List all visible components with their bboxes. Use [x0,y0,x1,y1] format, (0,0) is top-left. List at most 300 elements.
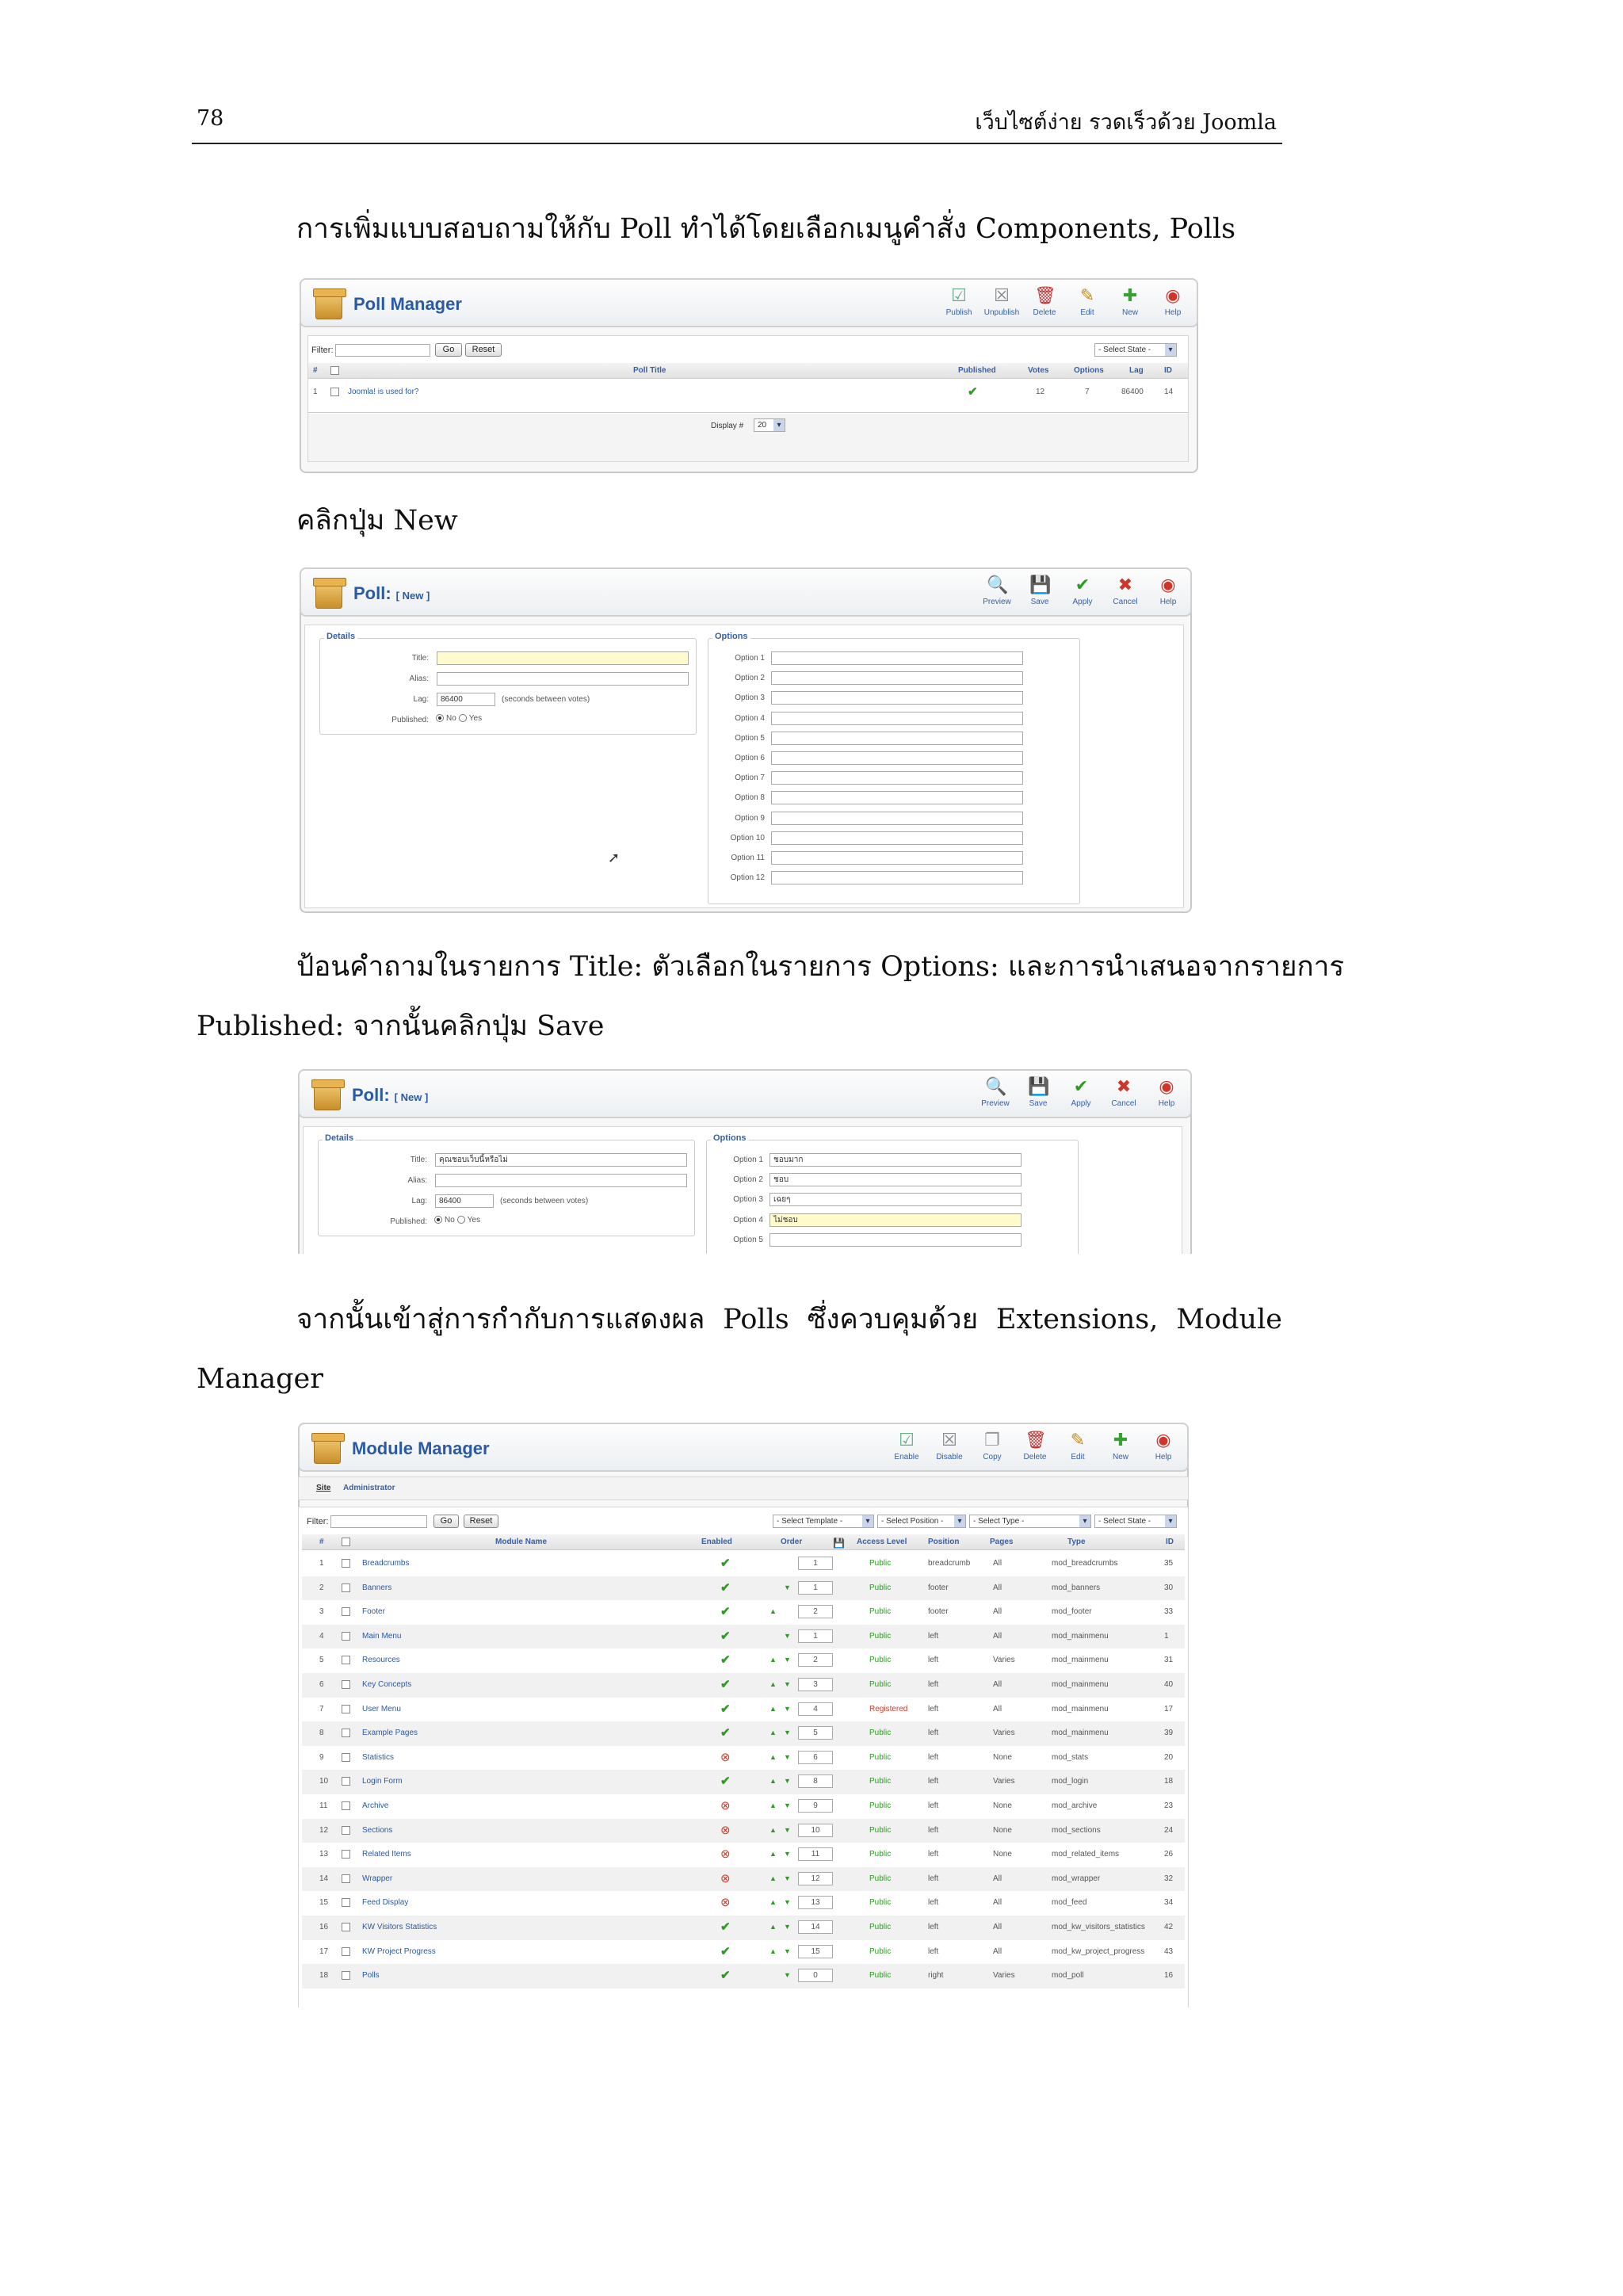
module-name-link[interactable]: Main Menu [362,1631,402,1641]
type-text: mod_poll [1052,1971,1084,1981]
go-button[interactable]: Go [435,343,462,357]
option-label: Option 11 [731,854,765,862]
order-up-icon[interactable]: ▲ [769,1923,777,1931]
option-label: Option 2 [735,674,765,683]
poll-manager-toolbar [300,278,1198,327]
module-name-link[interactable]: Archive [362,1801,389,1810]
order-up-icon[interactable]: ▲ [769,1898,777,1907]
table-row [302,1867,1185,1892]
type-text: mod_archive [1052,1801,1098,1810]
row-number: 16 [319,1923,329,1931]
order-input[interactable]: 5 [798,1726,833,1740]
row-checkbox[interactable] [342,1850,350,1859]
option-11-input[interactable] [771,851,1023,865]
published-no-radio[interactable] [434,1216,442,1224]
row-checkbox[interactable] [342,1705,350,1713]
order-input[interactable]: 2 [798,1605,833,1618]
option-10-input[interactable] [771,831,1023,845]
order-up-icon[interactable]: ▲ [769,1801,777,1809]
access-level-link[interactable]: Registered [869,1704,908,1713]
pages-text: Varies [993,1729,1015,1738]
toolbar-button-label: Edit [1080,308,1094,317]
option-label: Option 8 [735,793,765,803]
order-down-icon[interactable]: ▼ [784,1583,791,1591]
table-row [302,1625,1185,1649]
disabled-x-icon[interactable]: ⊗ [720,1896,731,1910]
row-checkbox[interactable] [342,1777,350,1786]
table-row [302,1648,1185,1673]
title-input[interactable]: คุณชอบเว็บนี้หรือไม่ [435,1153,687,1167]
poll-title-link[interactable]: Joomla! is used for? [348,388,419,396]
reset-button[interactable]: Reset [465,343,502,357]
module-name-link[interactable]: Login Form [362,1777,403,1786]
save-order-icon[interactable]: 💾 [833,1538,845,1549]
toolbar-button-label: Disable [936,1453,963,1461]
disabled-x-icon[interactable]: ⊗ [720,1871,731,1885]
toolbar-button-label: Edit [1071,1453,1085,1461]
unpublish-button[interactable] [981,286,1022,317]
toolbar-button-label: Apply [1072,598,1093,606]
option-6-input[interactable] [771,751,1023,765]
order-down-icon[interactable]: ▼ [784,1729,791,1737]
option-5-input[interactable] [771,732,1023,745]
pages-text: All [993,1946,1002,1956]
book-title: เว็บไซต์ง่าย รวดเร็วด้วย Joomla [975,110,1277,135]
delete-button[interactable] [1014,1431,1056,1461]
row-checkbox[interactable] [342,1898,350,1907]
select-position-dropdown[interactable]: - Select Position - ▾ [877,1515,966,1528]
order-input[interactable]: 3 [798,1678,833,1691]
save-icon: 💾 [1028,1076,1050,1096]
row-number: 4 [319,1631,324,1641]
option-4-input[interactable] [771,712,1023,725]
order-up-icon[interactable]: ▲ [769,1777,777,1786]
order-input[interactable]: 13 [798,1896,833,1909]
order-down-icon[interactable]: ▼ [784,1946,791,1955]
poll-filled-toolbar [298,1069,1192,1118]
row-number: 18 [319,1971,329,1981]
order-up-icon[interactable]: ▲ [769,1874,777,1882]
module-name-link[interactable]: Example Pages [362,1729,418,1738]
column-module-name[interactable]: Module Name [495,1538,548,1546]
order-down-icon[interactable]: ▼ [784,1923,791,1931]
order-down-icon[interactable]: ▼ [784,1801,791,1809]
preview-button[interactable] [975,1077,1016,1108]
order-up-icon[interactable]: ▲ [769,1752,777,1761]
option-2-input[interactable]: ชอบ [769,1173,1022,1186]
copy-button[interactable] [972,1431,1013,1461]
row-checkbox[interactable] [342,1971,350,1980]
option-label: Option 4 [733,1215,763,1224]
order-down-icon[interactable]: ▼ [784,1777,791,1786]
order-up-icon[interactable]: ▲ [769,1825,777,1834]
order-down-icon[interactable]: ▼ [784,1825,791,1834]
access-level-link[interactable]: Public [869,1898,892,1908]
toolbar-button-label: Help [1158,1099,1175,1108]
order-input[interactable]: 4 [798,1702,833,1716]
id-text: 34 [1164,1898,1174,1908]
table-row [302,1891,1185,1916]
id-text: 26 [1164,1850,1174,1859]
option-3-input[interactable] [771,691,1023,705]
lifebuoy-icon: ◉ [1155,1430,1171,1450]
type-text: mod_kw_visitors_statistics [1052,1923,1145,1931]
toolbar-button-label: Copy [983,1453,1002,1461]
save-button[interactable] [1019,575,1060,606]
access-level-link[interactable]: Public [869,1923,892,1931]
pages-text: None [993,1752,1012,1762]
row-checkbox[interactable] [342,1680,350,1689]
table-row [302,1916,1185,1940]
tab-administrator[interactable]: Administrator [343,1484,395,1492]
id-text: 42 [1164,1923,1174,1931]
new-button[interactable] [1109,286,1151,317]
access-level-link[interactable]: Public [869,1631,892,1641]
row-number: 15 [319,1898,329,1908]
position-text: breadcrumb [928,1559,971,1568]
row-checkbox[interactable] [330,388,339,396]
order-down-icon[interactable]: ▼ [784,1680,791,1688]
id-text: 35 [1164,1559,1174,1568]
position-text: left [928,1874,939,1883]
help-button[interactable] [1152,286,1193,317]
order-up-icon[interactable]: ▲ [769,1850,777,1859]
access-level-link[interactable]: Public [869,1559,892,1568]
access-level-link[interactable]: Public [869,1729,892,1738]
order-input[interactable]: 10 [798,1824,833,1837]
order-down-icon[interactable]: ▼ [784,1631,791,1640]
row-checkbox[interactable] [342,1753,350,1762]
order-input[interactable]: 6 [798,1751,833,1764]
enabled-check-icon[interactable]: ✔ [720,1775,731,1789]
option-label: Option 2 [733,1175,763,1185]
toolbar-button-label: Preview [983,598,1011,606]
alias-input[interactable] [435,1174,687,1187]
id-text: 40 [1164,1680,1174,1689]
column-position[interactable]: Position [928,1538,960,1546]
row-checkbox[interactable] [342,1729,350,1737]
row-number: 3 [319,1607,324,1617]
lag-input[interactable]: 86400 [435,1194,494,1208]
edit-button[interactable] [1057,1431,1098,1461]
order-up-icon[interactable]: ▲ [769,1680,777,1688]
order-down-icon[interactable]: ▼ [784,1850,791,1859]
access-level-link[interactable]: Public [869,1971,892,1981]
option-label: Option 1 [735,654,765,663]
table-row [302,1673,1185,1698]
pages-text: None [993,1801,1012,1810]
enabled-check-icon[interactable]: ✔ [720,1702,731,1716]
alias-input[interactable] [437,672,689,686]
access-level-link[interactable]: Public [869,1607,892,1617]
module-name-link[interactable]: Feed Display [362,1898,409,1908]
toolbar-button-label: Preview [981,1099,1010,1108]
help-button[interactable] [1143,1431,1184,1461]
order-up-icon[interactable]: ▲ [769,1607,777,1616]
module-name-link[interactable]: Wrapper [362,1874,393,1883]
poll-new-toolbar [300,567,1192,617]
option-4-input[interactable]: ไม่ชอบ [769,1213,1022,1227]
enable-icon: ☑ [899,1430,915,1450]
save-button[interactable] [1018,1077,1059,1108]
table-row [302,1794,1185,1819]
row-number: 17 [319,1946,329,1956]
module-name-link[interactable]: Polls [362,1971,380,1981]
reset-button[interactable]: Reset [464,1515,498,1528]
row-checkbox[interactable] [342,1559,350,1568]
publish-button[interactable] [938,286,980,317]
enabled-check-icon[interactable]: ✔ [720,1605,731,1619]
published-no-radio[interactable] [436,714,444,722]
help-button[interactable] [1148,575,1189,606]
column-poll-title[interactable]: Poll Title [633,366,666,375]
module-box-icon [314,1434,341,1464]
details-legend: Details [324,632,357,641]
option-label: Option 1 [733,1156,763,1164]
order-input[interactable]: 1 [798,1557,833,1570]
module-name-link[interactable]: Sections [362,1825,393,1835]
enabled-check-icon[interactable]: ✔ [720,1653,731,1668]
lifebuoy-icon: ◉ [1159,1076,1174,1096]
module-name-link[interactable]: Key Concepts [362,1680,412,1689]
row-checkbox[interactable] [342,1801,350,1810]
row-checkbox[interactable] [342,1874,350,1883]
column-id[interactable]: ID [1166,1538,1174,1546]
toolbar-button-label: Apply [1071,1099,1091,1108]
row-checkbox[interactable] [342,1656,350,1664]
module-name-link[interactable]: Breadcrumbs [362,1559,410,1568]
lifebuoy-icon: ◉ [1160,575,1176,594]
pages-text: All [993,1923,1002,1931]
toolbar-button-label: Help [1164,308,1182,317]
access-level-link[interactable]: Public [869,1752,892,1762]
disabled-x-icon[interactable]: ⊗ [720,1847,731,1862]
enabled-check-icon[interactable]: ✔ [720,1678,731,1691]
go-button[interactable]: Go [433,1515,459,1528]
module-name-link[interactable]: Resources [362,1656,400,1665]
order-input[interactable]: 15 [798,1945,833,1958]
option-label: Option 5 [735,733,765,743]
type-text: mod_mainmenu [1052,1729,1109,1738]
enabled-check-icon[interactable]: ✔ [720,1557,731,1570]
column-pages[interactable]: Pages [990,1538,1014,1546]
pages-text: All [993,1607,1002,1617]
id-text: 18 [1164,1777,1174,1786]
id-text: 17 [1164,1704,1174,1713]
disabled-x-icon[interactable]: ⊗ [720,1799,731,1813]
option-1-input[interactable] [771,651,1023,665]
lag-input[interactable]: 86400 [437,693,495,706]
option-1-input[interactable]: ชอบมาก [769,1153,1022,1167]
column-enabled[interactable]: Enabled [701,1538,732,1546]
module-name-link[interactable]: Related Items [362,1850,411,1859]
row-checkbox[interactable] [342,1607,350,1616]
filter-input[interactable] [335,344,430,357]
table-row [302,1600,1185,1625]
table-row [302,1576,1185,1601]
poll-edit-panel: Details Title: คุณชอบเว็บนี้หรือไม่ Alias: Lag: 86400 (seconds between votes) Published: No Yes Options Option 1 ชอบมาก Option 2 ชอบ Option 3 เฉยๆ Option 4 ไม่ชอบ Option 5 [303,1126,1182,1254]
type-text: mod_kw_project_progress [1052,1946,1145,1956]
position-text: left [928,1923,939,1931]
enabled-check-icon[interactable]: ✔ [720,1580,731,1595]
option-7-input[interactable] [771,771,1023,785]
published-yes-radio[interactable] [457,1216,465,1224]
toolbar-button-label: Delete [1033,308,1056,317]
cancel-button[interactable] [1103,1077,1144,1108]
option-8-input[interactable] [771,791,1023,804]
column-id[interactable]: ID [1164,366,1172,375]
position-text: left [928,1729,939,1738]
delete-button[interactable] [1024,286,1065,317]
order-down-icon[interactable]: ▼ [784,1898,791,1907]
option-2-input[interactable] [771,671,1023,685]
module-box-icon [315,289,342,319]
row-checkbox[interactable] [342,1923,350,1931]
filter-input[interactable] [330,1515,427,1528]
order-down-icon[interactable]: ▼ [784,1704,791,1713]
pencil-icon: ✎ [1070,1430,1086,1450]
option-3-input[interactable]: เฉยๆ [769,1193,1022,1206]
module-manager-screenshot [298,1423,1189,2008]
toolbar-button-label: Save [1030,598,1049,606]
order-input[interactable]: 14 [798,1920,833,1934]
module-name-link[interactable]: KW Visitors Statistics [362,1923,437,1931]
row-checkbox[interactable] [342,1947,350,1956]
access-level-link[interactable]: Public [869,1777,892,1786]
disable-button[interactable] [929,1431,970,1461]
option-5-input[interactable] [769,1233,1022,1247]
position-text: left [928,1801,939,1810]
option-12-input[interactable] [771,871,1023,884]
magnifier-icon: 🔍 [987,575,1009,594]
select-all-checkbox[interactable] [330,366,339,375]
option-9-input[interactable] [771,812,1023,825]
id-text: 16 [1164,1971,1174,1981]
order-down-icon[interactable]: ▼ [784,1656,791,1664]
order-input[interactable]: 11 [798,1847,833,1861]
position-text: left [928,1825,939,1835]
option-label: Option 7 [735,774,765,783]
id-text: 24 [1164,1825,1174,1835]
row-number: 10 [319,1777,329,1786]
access-level-link[interactable]: Public [869,1656,892,1665]
toolbar-button-label: Help [1159,598,1177,606]
order-down-icon[interactable]: ▼ [784,1971,791,1980]
select-type-dropdown[interactable]: - Select Type - ▾ [969,1515,1091,1528]
access-level-link[interactable]: Public [869,1850,892,1859]
module-name-link[interactable]: Banners [362,1583,392,1592]
position-text: left [928,1680,939,1689]
column-access[interactable]: Access Level [857,1538,907,1546]
order-up-icon[interactable]: ▲ [769,1729,777,1737]
enabled-check-icon[interactable]: ✔ [720,1944,731,1958]
cancel-button[interactable] [1105,575,1146,606]
enabled-check-icon[interactable]: ✔ [720,1726,731,1740]
apply-button[interactable] [1060,1077,1102,1108]
order-up-icon[interactable]: ▲ [769,1704,777,1713]
module-name-link[interactable]: Statistics [362,1752,395,1762]
pages-text: All [993,1704,1002,1713]
access-level-link[interactable]: Public [869,1801,892,1810]
disabled-x-icon[interactable]: ⊗ [720,1750,731,1764]
module-name-link[interactable]: Footer [362,1607,385,1617]
disabled-x-icon[interactable]: ⊗ [720,1823,731,1837]
pages-text: All [993,1583,1002,1592]
preview-button[interactable] [976,575,1018,606]
apply-button[interactable] [1062,575,1103,606]
enabled-check-icon[interactable]: ✔ [720,1629,731,1643]
help-button[interactable] [1146,1077,1187,1108]
enable-button[interactable] [886,1431,927,1461]
published-check-icon[interactable]: ✔ [968,385,978,399]
enabled-check-icon[interactable]: ✔ [720,1969,731,1983]
row-checkbox[interactable] [342,1584,350,1592]
row-number: 12 [319,1825,329,1835]
select-state-dropdown[interactable]: - Select State - ▾ [1094,1515,1177,1528]
select-template-dropdown[interactable]: - Select Template - ▾ [773,1515,874,1528]
order-up-icon[interactable]: ▲ [769,1946,777,1955]
page-title: Module Manager [352,1438,490,1458]
column-order[interactable]: Order [781,1538,803,1546]
order-down-icon[interactable]: ▼ [784,1752,791,1761]
order-input[interactable]: 8 [798,1775,833,1788]
tab-site[interactable]: Site [316,1484,331,1492]
access-level-link[interactable]: Public [869,1583,892,1592]
module-name-link[interactable]: KW Project Progress [362,1946,436,1956]
row-number: 13 [319,1850,329,1859]
published-yes-radio[interactable] [459,714,467,722]
access-level-link[interactable]: Public [869,1874,892,1883]
access-level-link[interactable]: Public [869,1680,892,1689]
module-name-link[interactable]: User Menu [362,1704,401,1713]
access-level-link[interactable]: Public [869,1825,892,1835]
order-input[interactable]: 1 [798,1581,833,1595]
row-number: 11 [319,1801,328,1810]
new-button[interactable] [1100,1431,1141,1461]
order-input[interactable]: 12 [798,1872,833,1885]
order-input[interactable]: 0 [798,1969,833,1982]
order-input[interactable]: 1 [798,1629,833,1643]
order-down-icon[interactable]: ▼ [784,1874,791,1882]
order-up-icon[interactable]: ▲ [769,1656,777,1664]
options-legend: Options [712,632,750,641]
enabled-check-icon[interactable]: ✔ [720,1920,731,1934]
paragraph-click-new: คลิกปุ่ม New [296,505,458,537]
title-input[interactable] [437,651,689,665]
row-number: 8 [319,1729,324,1738]
toolbar-button-label: Delete [1023,1453,1047,1461]
display-label: Display # [711,422,744,430]
order-input[interactable]: 2 [798,1653,833,1667]
pencil-icon: ✎ [1079,285,1095,305]
select-all-checkbox[interactable] [342,1538,350,1546]
display-count-dropdown[interactable]: 20 ▾ [754,418,785,432]
disable-icon: ☒ [941,1430,957,1450]
select-state-dropdown[interactable]: - Select State - ▾ [1094,343,1177,357]
row-number: 9 [319,1752,324,1762]
toolbar-button-label: New [1112,1453,1128,1461]
row-checkbox[interactable] [342,1826,350,1835]
row-checkbox[interactable] [342,1632,350,1641]
column-type[interactable]: Type [1067,1538,1086,1546]
order-input[interactable]: 9 [798,1799,833,1813]
row-number: 5 [319,1656,324,1665]
table-row [302,1746,1185,1771]
edit-button[interactable] [1067,286,1108,317]
option-label: Option 6 [735,754,765,762]
module-box-icon [315,579,342,609]
access-level-link[interactable]: Public [869,1946,892,1956]
